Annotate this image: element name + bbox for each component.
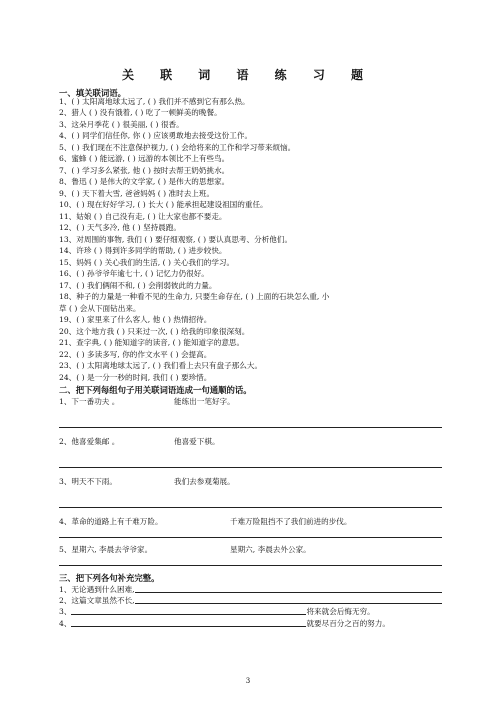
section1-heading: 一、填关联词语。 bbox=[59, 88, 126, 98]
section2-heading: 二、把下列每组句子用关联词语连成一句通顺的话。 bbox=[59, 385, 252, 395]
completion-suffix: 将来就会后悔无穷。 bbox=[306, 607, 375, 616]
exercise-line: 8、鲁迅 ( ) 是伟大的文学家, ( ) 是伟大的思想家。 bbox=[59, 177, 230, 186]
answer-line[interactable] bbox=[59, 427, 442, 428]
sentence-b: 能练出一笔好字。 bbox=[174, 397, 235, 406]
answer-blank[interactable] bbox=[135, 584, 442, 593]
exercise-line: 20、这个地方我 ( ) 只来过一次, ( ) 给我的印象很深刻。 bbox=[59, 327, 250, 336]
sentence-a: 1、下一番功夫 。 bbox=[59, 397, 120, 406]
completion-prefix: 4、 bbox=[59, 619, 72, 628]
completion-prefix: 2、这篇文章虽然不长, bbox=[59, 596, 135, 605]
exercise-line: 24、( ) 是一分一秒的时间, 我们 ( ) 要珍惜。 bbox=[59, 373, 212, 382]
exercise-line: 1、( ) 太阳离地球太远了, ( ) 我们并不感到它有那么热。 bbox=[59, 97, 250, 106]
exercise-line: 14、许珍 ( ) 得到许多同学的帮助, ( ) 进步较快。 bbox=[59, 246, 227, 255]
sentence-b: 他喜爱下棋。 bbox=[174, 437, 220, 446]
exercise-line: 草 ( ) 会从下面钻出来。 bbox=[59, 304, 141, 313]
sentence-b: 千难万险阻挡不了我们前进的步伐。 bbox=[230, 517, 352, 526]
completion-line bbox=[59, 618, 390, 629]
completion-suffix: 就要尽百分之百的努力。 bbox=[306, 619, 390, 628]
sentence-b: 我们去参观菊展。 bbox=[174, 477, 235, 486]
page-number: 3 bbox=[245, 677, 251, 685]
exercise-line: 18、种子的力量是一种看不见的生命力, 只要生命存在, ( ) 上面的石块怎么重, 小 bbox=[59, 292, 330, 301]
answer-blank[interactable] bbox=[135, 595, 442, 604]
exercise-line: 4、( ) 同学们信任你, 你 ( ) 应该勇敢地去接受这份工作。 bbox=[59, 131, 253, 140]
answer-line[interactable] bbox=[59, 467, 442, 468]
answer-blank[interactable] bbox=[71, 606, 306, 615]
sentence-a: 3、明天不下雨。 bbox=[59, 477, 117, 486]
exercise-line: 3、这朵月季花 ( ) 很美丽, ( ) 很香。 bbox=[59, 120, 184, 129]
exercise-line: 15、妈妈 ( ) 关心我们的生活, ( ) 关心我们的学习。 bbox=[59, 258, 235, 267]
exercise-line: 2、猎人 ( ) 没有饿着, ( ) 吃了一顿鲜美的晚餐。 bbox=[59, 108, 222, 117]
exercise-line: 12、( ) 天气多冷, 他 ( ) 坚持晨跑。 bbox=[59, 223, 181, 232]
exercise-line: 5、( ) 我们现在不注意保护视力, ( ) 会给将来的工作和学习带来烦恼。 bbox=[59, 143, 296, 152]
answer-line[interactable] bbox=[59, 537, 442, 538]
completion-line bbox=[59, 584, 442, 595]
answer-line[interactable] bbox=[59, 565, 442, 566]
exercise-line: 23、( ) 太阳离地球太远了, ( ) 我们看上去只有盘子那么大。 bbox=[59, 361, 263, 370]
exercise-line: 17、( ) 我们俩闹不和, ( ) 会削弱彼此的力量。 bbox=[59, 281, 217, 290]
exercise-line: 19、( ) 家里来了什么客人, 他 ( ) 热情招待。 bbox=[59, 315, 212, 324]
sentence-a: 5、星期六, 李晨去爷爷家。 bbox=[59, 545, 153, 554]
exercise-line: 21、查字典, ( ) 能知道字的读音, ( ) 能知道字的意思。 bbox=[59, 338, 245, 347]
exercise-line: 11、姑娘 ( ) 自己没有走, ( ) 让大家也都不要走。 bbox=[59, 212, 227, 221]
answer-blank[interactable] bbox=[71, 618, 306, 627]
sentence-a: 4、革命的道路上有千难万险。 bbox=[59, 517, 163, 526]
answer-line[interactable] bbox=[59, 507, 442, 508]
section3-heading: 三、把下列各句补充完整。 bbox=[59, 573, 160, 583]
exercise-line: 9、( ) 天下着大雪, 爸爸妈妈 ( ) 准时去上班。 bbox=[59, 189, 215, 198]
completion-prefix: 1、无论遇到什么困难, bbox=[59, 585, 135, 594]
exercise-line: 16、( ) 孙爷爷年逾七十, ( ) 记忆力仍很好。 bbox=[59, 269, 209, 278]
sentence-b: 星期六, 李晨去外公家。 bbox=[230, 545, 311, 554]
exercise-line: 22、( ) 多读多写, 你的作文水平 ( ) 会提高。 bbox=[59, 350, 212, 359]
completion-prefix: 3、 bbox=[59, 607, 72, 616]
completion-line bbox=[59, 606, 375, 617]
exercise-line: 13、对周围的事物, 我们 ( ) 要仔细观察, ( ) 要认真思考、分析他们。 bbox=[59, 235, 293, 244]
exercise-line: 7、( ) 学习多么紧张, 他 ( ) 按时去帮王奶奶挑水。 bbox=[59, 166, 230, 175]
exercise-line: 10、( ) 现在好好学习, ( ) 长大 ( ) 能承担起建设祖国的重任。 bbox=[59, 200, 268, 209]
exercise-line: 6、蜜蜂 ( ) 能远游, ( ) 远游的本领比不上有些鸟。 bbox=[59, 154, 230, 163]
completion-line bbox=[59, 595, 442, 606]
sentence-a: 2、他喜爱集邮 。 bbox=[59, 437, 120, 446]
page-title: 关 联 词 语 练 习 题 bbox=[121, 68, 375, 82]
